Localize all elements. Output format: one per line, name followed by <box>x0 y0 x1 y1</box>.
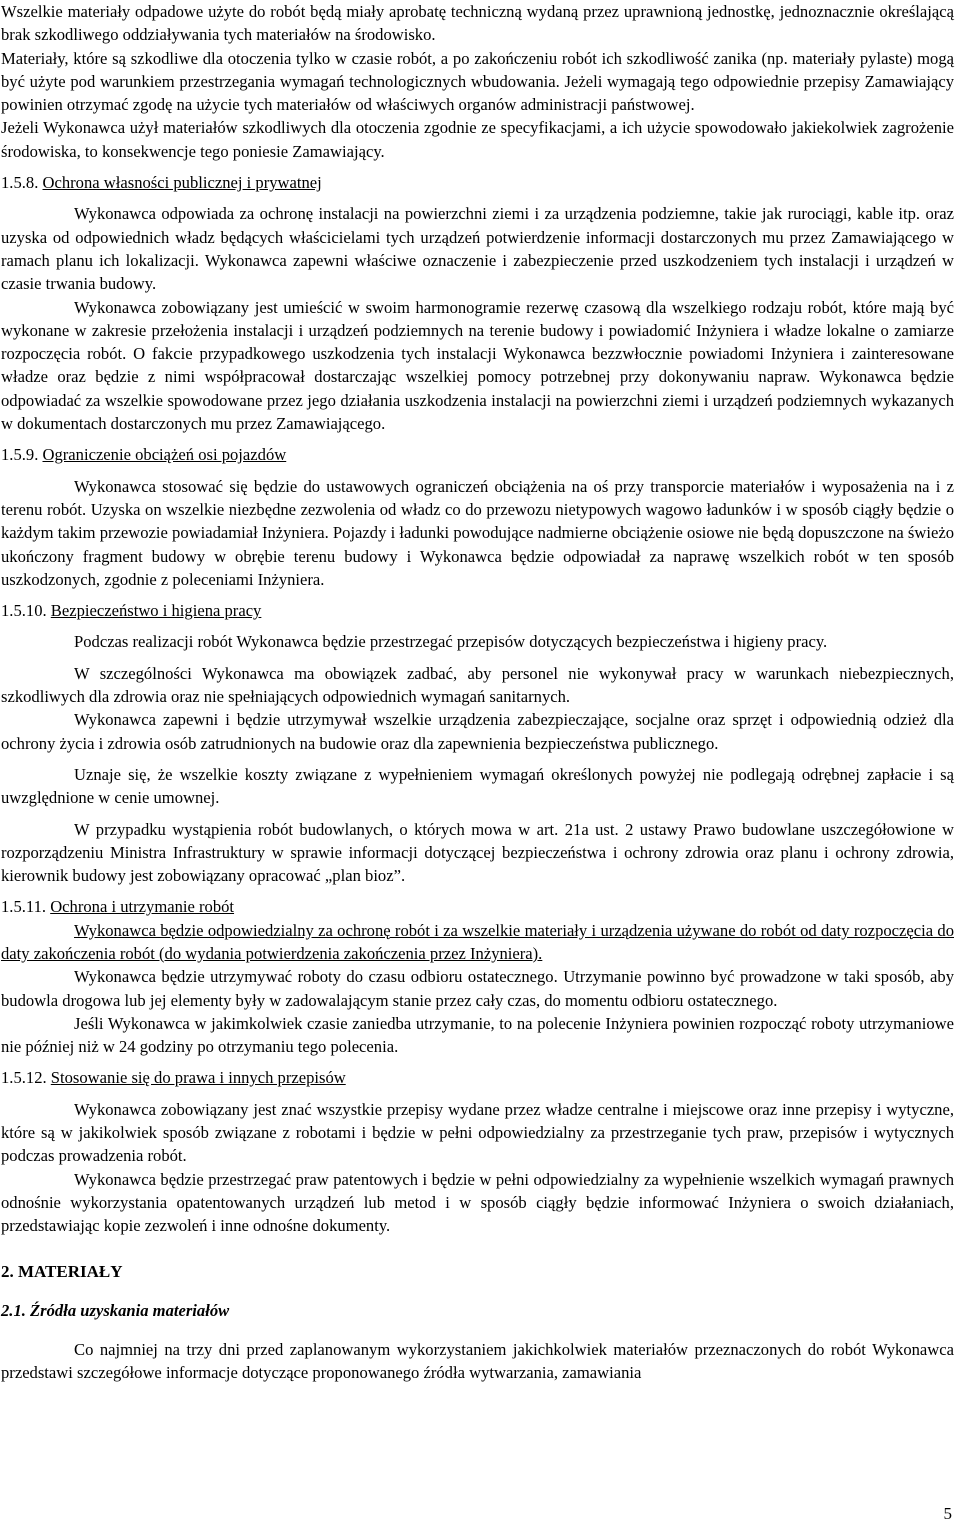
section-title: Ochrona i utrzymanie robót <box>50 897 235 917</box>
paragraph: Materiały, które są szkodliwe dla otoczenia tylko w czasie robót, a po zakończeniu robót ich szkodliwość zanika (np. materiały pylaste) mogą być użyte pod warunkiem przestrzegania wymagań technologicznych wbudowania. Jeżeli wymagają tego odpowiednie przepisy Zamawiający powinien otrzymać zgodę na użycie tych materiałów od właściwych organów administracji państwowej. <box>1 48 954 115</box>
page-number: 5 <box>943 1504 952 1523</box>
section-number: 1.5.9. <box>1 445 39 465</box>
paragraph: Podczas realizacji robót Wykonawca będzie przestrzegać przepisów dotyczących bezpieczeństwa i higieny pracy. <box>74 632 828 652</box>
section-title: Stosowanie się do prawa i innych przepisów <box>50 1068 346 1088</box>
paragraph: Co najmniej na trzy dni przed zaplanowanym wykorzystaniem jakichkolwiek materiałów przeznaczonych do robót Wykonawca przedstawi szczegółowe informacje dotyczące proponowanego źródła wytwarzania, zamawiania <box>1 1340 954 1383</box>
section-title: Ograniczenie obciążeń osi pojazdów <box>42 445 287 465</box>
paragraph: Wszelkie materiały odpadowe użyte do robót będą miały aprobatę techniczną wydaną przez uprawnioną jednostkę, jednoznacznie określającą brak szkodliwego oddziaływania tych materiałów na środowisko. <box>1 2 954 45</box>
paragraph: Uznaje się, że wszelkie koszty związane z wypełnieniem wymagań określonych powyżej nie podlegają odrębnej zapłacie i są uwzględnione w cenie umownej. <box>1 764 954 808</box>
section-heading-1-5-12 <box>1 1066 954 1089</box>
paragraph: Wykonawca stosować się będzie do ustawowych ograniczeń obciążenia na oś przy transporcie materiałów i wyposażenia na i z terenu robót. Uzyska on wszelkie niezbędne zezwolenia od władz co do przewozu nietypowych wagowo ładunków i w sposób ciągły będzie o każdym takim przewozie powiadamiał Inżyniera. Pojazdy i ładunki powodujące nadmierne obciążenie osiowe nie będą dopuszczone na świeżo ukończony fragment budowy w obrębie terenu budowy i Wykonawca będzie odpowiadał za naprawę wszelkich robót w ten sposób uszkodzonych, zgodnie z poleceniami Inżyniera. <box>1 476 954 589</box>
paragraph: Jeśli Wykonawca w jakimkolwiek czasie zaniedba utrzymanie, to na polecenie Inżyniera powinien rozpocząć roboty utrzymaniowe nie później niż w 24 godziny po otrzymaniu tego polecenia. <box>1 1013 954 1057</box>
paragraph: W przypadku wystąpienia robót budowlanych, o których mowa w art. 21a ust. 2 ustawy Prawo budowlane uszczegółowione w rozporządzeniu Ministra Infrastruktury w sprawie informacji dotyczącej bezpieczeństwa i ochrony zdrowia oraz planu i ochrony zdrowia, kierownik budowy jest zobowiązany opracować „plan bioz”. <box>1 819 954 886</box>
paragraph-underlined-wrap <box>1 919 954 966</box>
paragraph: Wykonawca zobowiązany jest umieścić w swoim harmonogramie rezerwę czasową dla wszelkiego rodzaju robót, które mają być wykonane w zakresie przełożenia instalacji i urządzeń podziemnych na terenie budowy i powiadomić Inżyniera i władze lokalne o zamiarze rozpoczęcia robót. O fakcie przypadkowego uszkodzenia tych instalacji Wykonawca bezzwłocznie powiadomi Inżyniera i zainteresowane władze oraz będzie z nimi współpracował dostarczając wszelkiej pomocy potrzebnej przy dokonywaniu napraw. Wykonawca będzie odpowiadać za wszelkie spowodowane przez jego działania uszkodzenia instalacji na powierzchni ziemi i urządzeń podziemnych wykazanych w dokumentach dostarczonych mu przez Zamawiającego. <box>1 297 954 434</box>
paragraph: Wykonawca będzie utrzymywać roboty do czasu odbioru ostatecznego. Utrzymanie powinno być prowadzone w taki sposób, aby budowla drogowa lub jej elementy były w zadowalającym stanie przez cały czas, do momentu odbioru ostatecznego. <box>1 967 954 1010</box>
paragraph-underlined: Wykonawca będzie odpowiedzialny za ochronę robót i za wszelkie materiały i urządzenia używane do robót od daty rozpoczęcia do daty zakończenia robót (do wydania potwierdzenia zakończenia przez Inżyniera). <box>1 920 954 963</box>
document-body <box>1 0 954 1385</box>
section-number: 1.5.10. <box>1 601 47 621</box>
paragraph: Wykonawca będzie przestrzegać praw patentowych i będzie w pełni odpowiedzialny za wypełnienie wszelkich wymagań prawnych odnośnie wykorzystania opatentowanych urządzeń lub metod i w sposób ciągły będzie informować Inżyniera o swoich działaniach, przedstawiając kopie zezwoleń i inne odnośne dokumenty. <box>1 1169 954 1236</box>
section-number: 1.5.8. <box>1 173 39 193</box>
section-heading-1-5-9 <box>1 443 954 466</box>
paragraph: Wykonawca zobowiązany jest znać wszystkie przepisy wydane przez władze centralne i miejscowe oraz inne przepisy i wytyczne, które są w jakikolwiek sposób związane z robotami i będzie w pełni odpowiedzialny za przestrzeganie tych praw, przepisów i wytycznych podczas prowadzenia robót. <box>1 1099 954 1166</box>
paragraph: Wykonawca odpowiada za ochronę instalacji na powierzchni ziemi i za urządzenia podziemne, takie jak rurociągi, kable itp. oraz uzyska od odpowiednich władz będących właścicielami tych urządzeń potwierdzenie informacji dostarczonych mu przez Zamawiającego w ramach planu ich lokalizacji. Wykonawca zapewni właściwe oznaczenie i zabezpieczenie przed uszkodzeniem tych instalacji i urządzeń w czasie trwania budowy. <box>1 204 954 294</box>
section-heading-1-5-11 <box>1 895 954 918</box>
section-heading-1-5-10 <box>1 599 954 622</box>
paragraph: Wykonawca zapewni i będzie utrzymywał wszelkie urządzenia zabezpieczające, socjalne oraz sprzęt i odpowiednią odzież dla ochrony życia i zdrowia osób zatrudnionych na budowie oraz dla zapewnienia bezpieczeństwa publicznego. <box>1 710 954 753</box>
paragraph: Jeżeli Wykonawca użył materiałów szkodliwych dla otoczenia zgodnie ze specyfikacjami, a ich użycie spowodowało jakiekolwiek zagrożenie środowiska, to konsekwencje tego poniesie Zamawiający. <box>1 118 954 161</box>
section-heading-1-5-8 <box>1 171 954 194</box>
chapter-heading: 2. MATERIAŁY <box>1 1261 123 1281</box>
section-number: 1.5.11. <box>1 897 47 917</box>
section-title: Bezpieczeństwo i higiena pracy <box>50 601 262 621</box>
subchapter-heading: 2.1. Źródła uzyskania materiałów <box>1 1300 230 1320</box>
section-number: 1.5.12. <box>1 1068 47 1088</box>
section-title: Ochrona własności publicznej i prywatnej <box>42 173 322 193</box>
paragraph: W szczególności Wykonawca ma obowiązek zadbać, aby personel nie wykonywał pracy w warunkach niebezpiecznych, szkodliwych dla zdrowia oraz nie spełniających odpowiednich wymagań sanitarnych. <box>1 663 954 707</box>
